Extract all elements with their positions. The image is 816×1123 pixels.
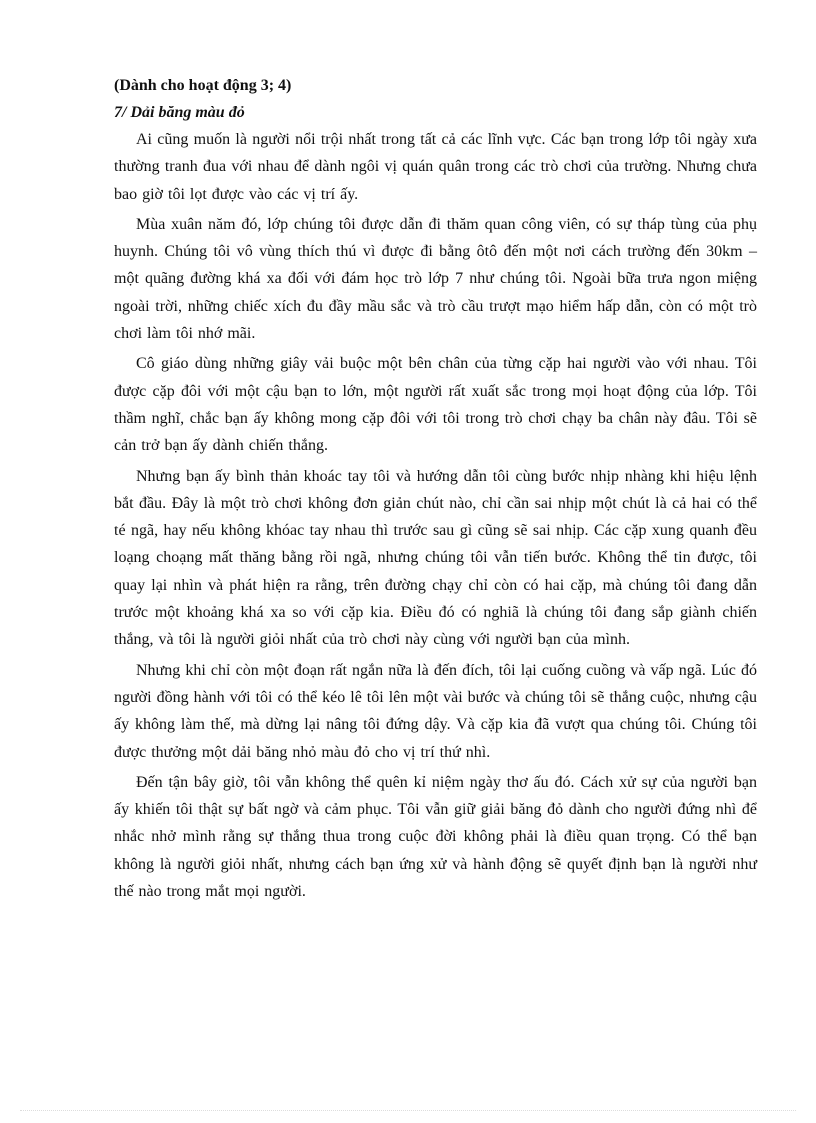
paragraph-5: Nhưng khi chỉ còn một đoạn rất ngắn nữa là đến đích, tôi lại cuống cuồng và vấp ngã. Lúc đó người đồng hành với tôi có thể kéo lê tôi lên một vài bước và chúng tôi sẽ thắng cuộc, nhưng cậu ấy không làm thế, mà dừng lại nâng tôi đứng dậy. Và cặp kia đã vượt qua chúng tôi. Chúng tôi được thưởng một dải băng nhỏ màu đỏ cho vị trí thứ nhì.	[114, 661, 757, 761]
paragraph-3: Cô giáo dùng những giây vải buộc một bên chân của từng cặp hai người vào với nhau. Tôi được cặp đôi với một cậu bạn to lớn, một người rất xuất sắc trong mọi hoạt động của lớp. Tôi thầm nghĩ, chắc bạn ấy không mong cặp đôi với tôi trong trò chơi chạy ba chân này đâu. Tôi sẽ cản trở bạn ấy dành chiến thắng.	[114, 355, 757, 455]
page-bottom-divider	[20, 1110, 796, 1111]
paragraph-1: Ai cũng muốn là người nổi trội nhất trong tất cả các lĩnh vực. Các bạn trong lớp tôi ngày xưa thường tranh đua với nhau để dành ngôi vị quán quân trong các trò chơi của trường. Nhưng chưa bao giờ tôi lọt được vào các vị trí ấy.	[114, 131, 757, 203]
paragraph-2: Mùa xuân năm đó, lớp chúng tôi được dẫn đi thăm quan công viên, có sự tháp tùng của phụ huynh. Chúng tôi vô vùng thích thú vì được đi bằng ôtô đến một nơi cách trường đến 30km – một quãng đường khá xa đối với đám học trò lớp 7 như chúng tôi. Ngoài bữa trưa ngon miệng ngoài trời, những chiếc xích đu đầy mầu sắc và trò cầu trượt mạo hiểm hấp dẫn, còn có một trò chơi làm tôi nhớ mãi.	[114, 215, 757, 343]
paragraph-6: Đến tận bây giờ, tôi vẫn không thể quên kỉ niệm ngày thơ ấu đó. Cách xử sự của người bạn ấy khiến tôi thật sự bất ngờ và cảm phục. Tôi vẫn giữ giải băng đỏ dành cho người đứng nhì để nhắc nhở mình rằng sự thắng thua trong cuộc đời không phải là điều quan trọng. Có thể bạn không là người giỏi nhất, nhưng cách bạn ứng xử và hành động sẽ quyết định bạn là người như thế nào trong mắt mọi người.	[114, 773, 757, 901]
document-body	[114, 72, 757, 908]
activity-note-heading: (Dành cho hoạt động 3; 4)	[114, 77, 292, 94]
story-title: 7/ Dải băng màu đỏ	[114, 104, 245, 121]
paragraph-4: Nhưng bạn ấy bình thản khoác tay tôi và hướng dẫn tôi cùng bước nhịp nhàng khi hiệu lệnh bắt đầu. Đây là một trò chơi không đơn giản chút nào, chỉ cần sai nhịp một chút là cả hai có thể té ngã, hay nếu không khóac tay nhau thì trước sau gì cũng sẽ sai nhịp. Các cặp xung quanh đều loạng choạng mất thăng bằng rồi ngã, nhưng chúng tôi vẫn tiến bước. Không thể tin được, tôi quay lại nhìn và phát hiện ra rằng, trên đường chạy chỉ còn có hai cặp, mà chúng tôi đang dẫn trước một khoảng khá xa so với cặp kia. Điều đó có nghiã là chúng tôi đang sắp giành chiến thắng, và tôi là người giỏi nhất của trò chơi này cùng với người bạn của mình.	[114, 467, 757, 649]
